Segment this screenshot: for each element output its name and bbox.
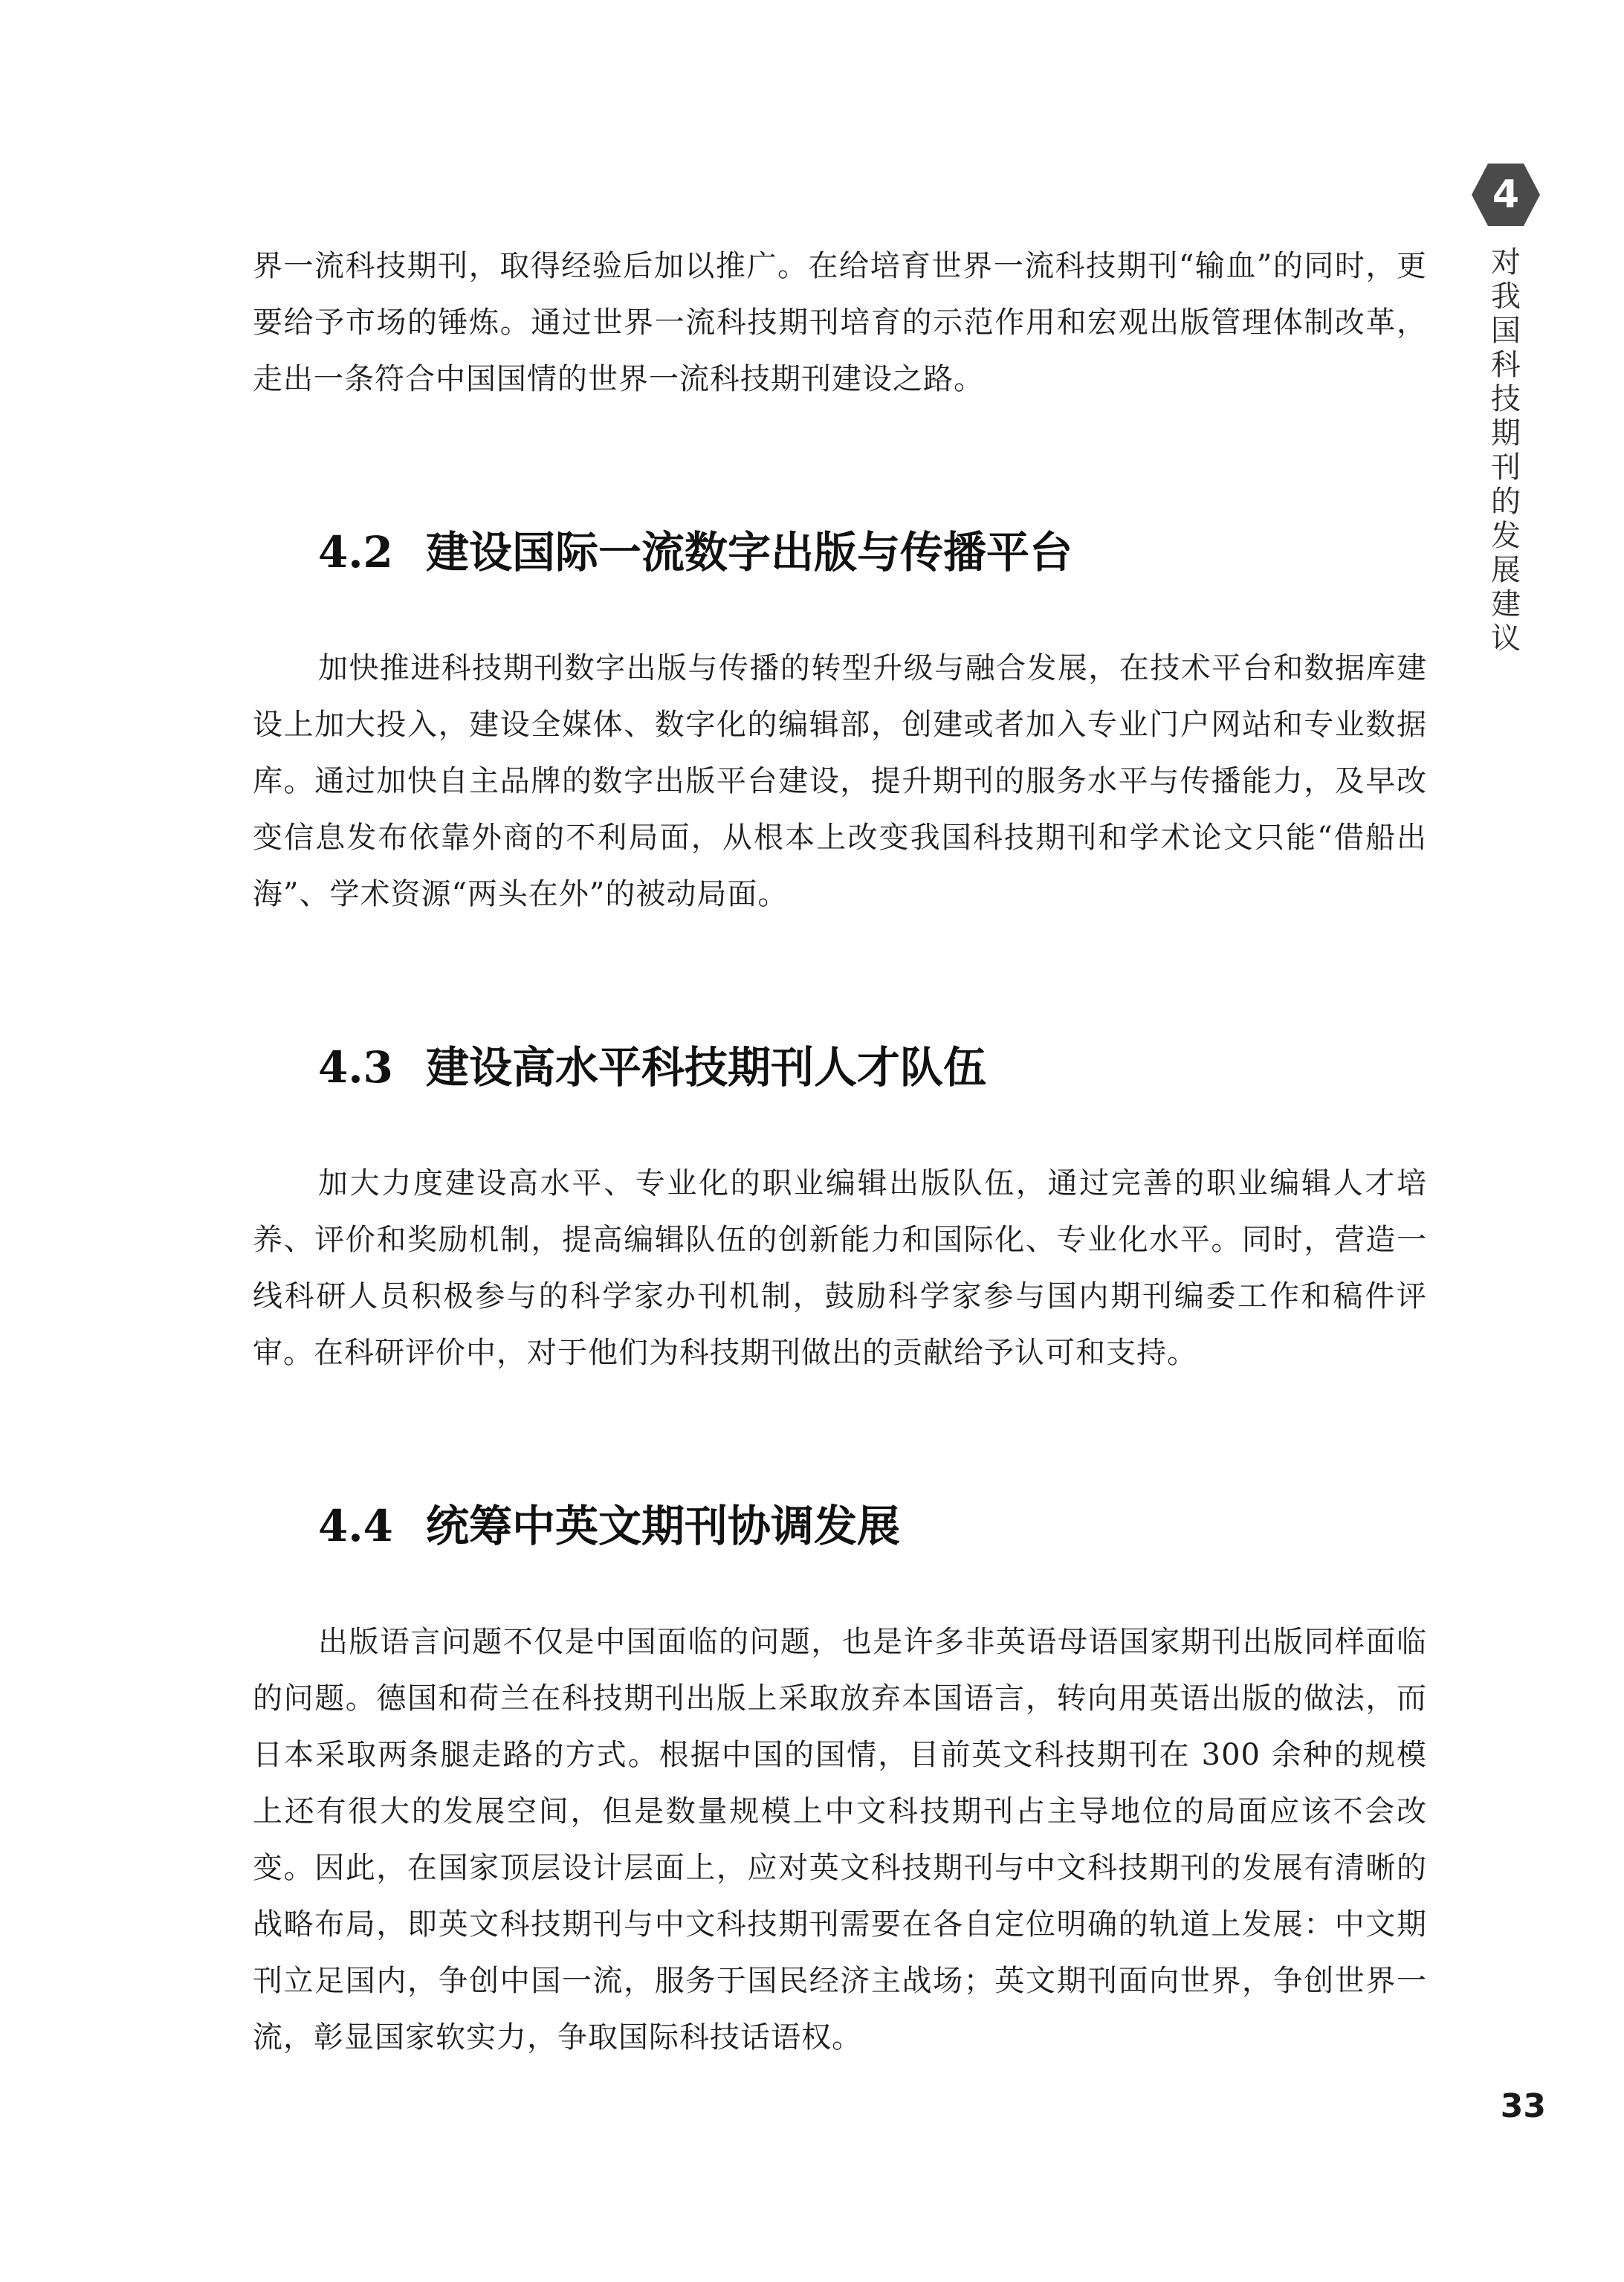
chapter-running-title: 对我国科技期刊的发展建议: [1491, 245, 1521, 656]
section-heading-4-4: [253, 1496, 1427, 1556]
section-title: 建设国际一流数字出版与传播平台: [426, 527, 1073, 578]
section-number: 4.2: [318, 527, 393, 578]
section-paragraph-4-3: 加大力度建设高水平、专业化的职业编辑出版队伍，通过完善的职业编辑人才培养、评价和奖励机制，提高编辑队伍的创新能力和国际化、专业化水平。同时，营造一线科研人员积极参与的科学家办刊机制，鼓励科学家参与国内期刊编委工作和稿件评审。在科研评价中，对于他们为科技期刊做出的贡献给予认可和支持。: [253, 1166, 1427, 1370]
chapter-badge: [1470, 162, 1541, 227]
section-title: 统筹中英文期刊协调发展: [426, 1501, 901, 1551]
chapter-number: 4: [1492, 172, 1520, 217]
section-heading-4-2: [253, 523, 1427, 582]
intro-paragraph: 界一流科技期刊，取得经验后加以推广。在给培育世界一流科技期刊“输血”的同时，更要给予市场的锤炼。通过世界一流科技期刊培育的示范作用和宏观出版管理体制改革，走出一条符合中国国情的世界一流科技期刊建设之路。: [253, 249, 1427, 396]
section-title: 建设高水平科技期刊人才队伍: [426, 1042, 987, 1093]
section-number: 4.4: [318, 1501, 393, 1551]
section-number: 4.3: [318, 1042, 393, 1093]
section-heading-4-3: [253, 1038, 1427, 1097]
page-number: 33: [1500, 2087, 1546, 2125]
section-paragraph-4-4: 出版语言问题不仅是中国面临的问题，也是许多非英语母语国家期刊出版同样面临的问题。德国和荷兰在科技期刊出版上采取放弃本国语言，转向用英语出版的做法，而日本采取两条腿走路的方式。根据中国的国情，目前英文科技期刊在 300 余种的规模上还有很大的发展空间，但是数量规模上中文科技期刊占主导地位的局面应该不会改变。因此，在国家顶层设计层面上，应对英文科技期刊与中文科技期刊的发展有清晰的战略布局，即英文科技期刊与中文科技期刊需要在各自定位明确的轨道上发展：中文期刊立足国内，争创中国一流，服务于国民经济主战场；英文期刊面向世界，争创世界一流，彰显国家软实力，争取国际科技话语权。: [253, 1625, 1427, 2055]
section-paragraph-4-2: 加快推进科技期刊数字出版与传播的转型升级与融合发展，在技术平台和数据库建设上加大投入，建设全媒体、数字化的编辑部，创建或者加入专业门户网站和专业数据库。通过加快自主品牌的数字出版平台建设，提升期刊的服务水平与传播能力，及早改变信息发布依靠外商的不利局面，从根本上改变我国科技期刊和学术论文只能“借船出海”、学术资源“两头在外”的被动局面。: [253, 651, 1427, 911]
main-content: [253, 238, 1427, 2066]
